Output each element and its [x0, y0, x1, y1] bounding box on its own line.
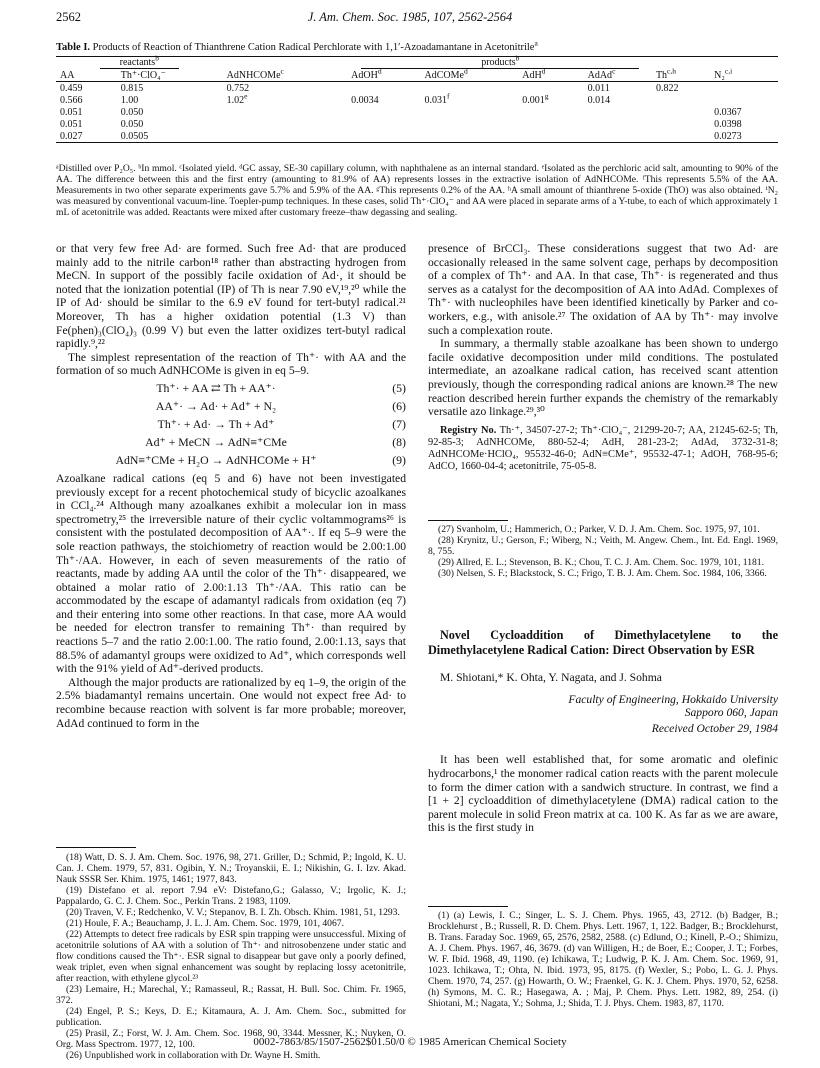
table-cell: 0.031$^f$ [424, 91, 450, 106]
table-cell: 0.050 [120, 106, 144, 118]
table-cell: 0.0273 [710, 130, 778, 143]
equation-text: AdN≡⁺CMe + H₂O → AdNHCOMe + H⁺ [115, 453, 317, 468]
column-header: Th$^{c,h}$ [652, 69, 710, 82]
table-cell: 0.815 [120, 82, 144, 94]
table-cell: 1.00 [120, 94, 139, 106]
table-cell [710, 82, 778, 95]
table-cell [347, 82, 420, 95]
table-footnotes: ᵃDistilled over P₂O₅. ᵇIn mmol. ᶜIsolated yield. ᵈGC assay, SE-30 capillary column, with naphthalene as an internal standard. ᵉIsolated as the perchloric acid salt, amounting to 90% of the AA. The difference between this and the first entry (amounting to 81.9% of AA) represents losses in the extractive isolation of AdNHCOMe. ᶠThis represents 5.5% of the AA. Measurements in two other separate experiments gave 5.7% and 5.9% of the AA. ᵍThis represents 0.2% of the AA. ʰA small amount of thianthrene 5-oxide (ThO) was also obtained. ⁱN₂ was measured by conventional vacuum-line. Toepler-pump techniques. In these cases, solid Th⁺·ClO₄⁻ and AA were placed in separate arms of a Y-tube, to each of which approximately 1 mL of acetonitrile was added. Reactants were mixed after customary freeze–thaw degassing and sealing. [56, 163, 778, 218]
table-cell: 0.014 [587, 94, 611, 106]
table-cell [584, 118, 652, 130]
registry-numbers [428, 425, 778, 473]
equation [56, 416, 406, 434]
right-references [428, 524, 778, 579]
table-row [56, 130, 778, 143]
table-cell [584, 130, 652, 143]
footnote-rule [56, 847, 136, 848]
table-cell: 0.051 [60, 118, 83, 130]
table-cell: 0.459 [60, 82, 83, 94]
table-cell [421, 82, 519, 95]
table-cell: 0.752 [226, 82, 250, 94]
table-cell [710, 94, 778, 106]
equation-number: (6) [392, 399, 406, 414]
reference-entry: (19) Distefano et al. report 7.94 eV: Distefano,G.; Galasso, V.; Irgolic, K. J.; Pappalardo, G. C. J. Chem. Soc., Perkin Trans. 2 1983, 1109. [56, 885, 406, 907]
table-cell [223, 130, 348, 143]
equation-text: AA⁺· → Ad· + Ad⁺ + N₂ [155, 399, 277, 414]
equation [56, 380, 406, 398]
reference-entry: (1) (a) Lewis, I. C.; Singer, L. S. J. Chem. Phys. 1965, 43, 2712. (b) Badger, B.; Brocklehurst , B.; Russell, R. D. Chem. Phys. Lett. 1967, 1, 122. Badger, B.; Brocklehurst, B. Trans. Faraday Soc. 1969, 65, 2576, 2582, 2588. (c) Edlund, O.; Kinell, P.-O.; Shimizu, A. J. Chem. Phys. 1967, 46, 3679. (d) van Willigen, H.; de Boer, E.; Cooper, J. T.; Forbes, W. F. Ibid. 1968, 49, 1190. (e) Ichikawa, T.; Ludwig, P. K. J. Am. Chem. Soc. 1969, 91, 1023. Ichikawa, T.; Ohta, N. Ibid. 1973, 95, 8175. (f) Wexler, S.; Pobo, L. G. J. Phys. Chem. 1970, 74, 257. (g) Howarth, O. W.; Fraenkel, G. K. J. Chem. Phys. 1970, 52, 6258. (h) Symons, M. C. R.; Hasegawa, A. ; Maj, P. Chem. Phys. Lett. 1982, 89, 254. (i) Shiotani, M.; Nagata, Y.; Sohma, J.; Shida, T. J. Phys. Chem. 1983, 87, 1170. [428, 910, 778, 1009]
table-row [56, 82, 778, 95]
table-cell: 0.050 [120, 118, 144, 130]
column-header: Th⁺·ClO₄⁻ [117, 69, 223, 82]
table-cell: 0.0367 [714, 106, 742, 118]
table-cell: 0.0505 [117, 130, 223, 143]
journal-citation: J. Am. Chem. Soc. 1985, 107, 2562-2564 [307, 10, 513, 24]
table-cell: 0.0034 [351, 94, 379, 106]
equation-number: (8) [392, 435, 406, 450]
article-authors: M. Shiotani,* K. Ohta, Y. Nagata, and J. Sohma [440, 671, 662, 684]
column-header: N₂$^{c,i}$ [710, 69, 778, 82]
running-header [56, 10, 764, 28]
table-row [56, 94, 778, 106]
article-title: Novel Cycloaddition of Dimethylacetylene to the Dimethylacetylene Radical Cation: Direct Observation by ESR [428, 628, 778, 657]
table-cell: 0.051 [60, 106, 83, 118]
table-cell: 0.027 [56, 130, 117, 143]
paragraph: Azoalkane radical cations (eq 5 and 6) have not been investigated previously except for a recent photochemical study of bicyclic azoalkanes in CCl₄.²⁴ Although many azoalkanes exhibit a molecular ion in mass spectrometry,²⁵ the irreversible nature of their cyclic voltammograms²⁶ is consistent with the postulated decomposition of AA⁺·. If eq 5–9 were the sole reaction pathways, the stoichiometry of reaction would be 2.00:1.00 Th⁺·/AA. However, in each of seven measurements of the ratio of reactants, made by adding AA until the color of the Th⁺· disappeared, we obtained a molar ratio of 2.00:1.13 Th⁺·/AA. This ratio can be accommodated by the escape of adamantyl radicals from oxidation (eq 7) and their entering into some other reactions. In that case, more AA would be needed for electron transfer to remaining Th⁺· than required by reactions 5–7 and the ratio 2.00:1.00. The ratio found, 2.00:1.13, says that 88.5% of adamantyl groups were oxidized to Ad⁺, which corresponds well with the 91% yield of Ad⁺-derived products. [56, 471, 406, 676]
equation [56, 452, 406, 470]
affiliation-line: Sapporo 060, Japan [684, 706, 778, 720]
reference-entry: (24) Engel, P. S.; Keys, D. E.; Kitamaura, A. J. Am. Chem. Soc., submitted for publication. [56, 1006, 406, 1028]
received-date: Received October 29, 1984 [651, 721, 778, 735]
reference-entry: (21) Houle, F. A.; Beauchamp, J. L. J. Am. Chem. Soc. 1979, 101, 4067. [66, 918, 344, 929]
reference-entry: (25) Prasil, Z.; Forst, W. J. Am. Chem. Soc. 1968, 90, 3344. Messner, K.; Nuyken, O. Org. Mass Spectrom. 1977, 12, 100. [56, 1028, 406, 1050]
column-header: AdCOMe$^d$ [421, 69, 519, 82]
paragraph: In summary, a thermally stable azoalkane has been shown to undergo facile oxidative decomposition under mild conditions. The postulated intermediate, an azoalkane radical cation, has received scant attention previously, though the corresponding radical anions are known.²⁸ The new reaction described herein further expands the chemistry of the remarkably versatile azo linkage.²⁹,³⁰ [428, 337, 778, 419]
table-caption: Table I. Products of Reaction of Thianthrene Cation Radical Perchlorate with 1,1′-Azoadamantane in Acetonitrile$^a$ [56, 38, 538, 53]
table-cell [652, 118, 710, 130]
table-cell [347, 118, 420, 130]
products-table [56, 53, 778, 143]
table-cell [421, 106, 519, 118]
new-article [428, 628, 778, 835]
reference-entry: (27) Svanholm, U.; Hammerich, O.; Parker, V. D. J. Am. Chem. Soc. 1975, 97, 101. [438, 524, 760, 535]
table-cell [223, 118, 348, 130]
left-references [56, 852, 406, 1061]
table-cell [518, 118, 583, 130]
group-reactants: reactants$^b$ [100, 57, 179, 69]
footnote-rule [428, 906, 508, 907]
reference-entry: (28) Krynitz, U.; Gerson, F.; Wiberg, N.; Veith, M. Angew. Chem., Int. Ed. Engl. 1969, 8, 755. [428, 535, 778, 557]
paragraph: or that very few free Ad· are formed. Such free Ad· that are produced mainly add to the nitrile carbon¹⁸ rather than abstracting hydrogen from MeCN. In support of the possibly facile oxidation of Ad·, it should be noted that the ionization potential (IP) of Th is near 7.90 eV,¹⁹,²⁰ while the IP of Ad· should be similar to the 6.9 eV found for tert-butyl radical.²¹ Moreover, Th has a higher oxidation potential (1.3 V) than Fe(phen)₃(ClO₄)₃ (0.99 V) but even the latter oxidizes tert-butyl radical rapidly.⁹,²² [56, 242, 406, 351]
reference-entry: (23) Lemaire, H.; Marechal, Y.; Ramasseul, R.; Rassat, H. Bull. Soc. Chim. Fr. 1965, 372. [56, 984, 406, 1006]
reference-entry: (20) Traven, V. F.; Redchenko, V. V.; Stepanov, B. I. Zh. Obsch. Khim. 1981, 51, 1293. [66, 907, 400, 918]
table-cell [421, 118, 519, 130]
page-number: 2562 [56, 10, 81, 24]
paragraph: It has been well established that, for some aromatic and olefinic hydrocarbons,¹ the monomer radical cation reacts with the parent molecule to form the dimer cation with a sandwich structure. In contrast, we find a [1 + 2] cycloaddition of dimethylacetylene (DMA) radical cation to the parent molecule in solid Freon matrix at ca. 100 K. As far as we are aware, this is the first study in [428, 753, 778, 835]
reference-entry: (29) Allred, E. L.; Stevenson, B. K.; Chou, T. C. J. Am. Chem. Soc. 1979, 101, 1181. [438, 557, 765, 568]
table-cell [347, 130, 420, 143]
column-header: AA [56, 69, 117, 82]
page-footer: 0002-7863/85/1507-2562$01.50/0 © 1985 American Chemical Society [253, 1036, 567, 1048]
reference-entry: (18) Watt, D. S. J. Am. Chem. Soc. 1976, 98, 271. Griller, D.; Schmid, P.; Ingold, K. U. Can. J. Chem. 1979, 57, 831. Ogibin, Y. N.; Troyanskii, E. I.; Nikishin, G. I. Izv. Akad. Nauk SSSR Ser. Khim. 1975, 1461; 1977, 843. [56, 852, 406, 885]
table-cell: 0.011 [587, 82, 610, 94]
column-header: AdOH$^d$ [347, 69, 420, 82]
table-cell: 0.001$^g$ [522, 91, 549, 106]
table-cell [421, 130, 519, 143]
table-cell [518, 82, 583, 95]
paragraph: The simplest representation of the reaction of Th⁺· with AA and the formation of so much AdNHCOMe is given in eq 5–9. [56, 350, 406, 378]
equation [56, 434, 406, 452]
table-cell [652, 94, 710, 106]
table-cell: 1.02e [226, 91, 248, 106]
table-cell [652, 106, 710, 118]
table-body [56, 82, 778, 143]
reference-entry: (30) Nelsen, S. F.; Blackstock, S. C.; Frigo, T. B. J. Am. Chem. Soc. 1984, 106, 3366. [438, 568, 767, 579]
table-cell [652, 130, 710, 143]
reference-entry: (22) Attempts to detect free radicals by ESR spin trapping were unsuccessful. Mixing of acetonitrile solutions of AA with a solution of Th⁺· and nitrosobenzene under static and flow conditions caused the Th⁺·. ESR signal to disappear but gave only a poorly defined, weak triplet, even when signal enhancement was sought by replacing lossy acetonitrile, after reaction, with ethylene glycol.²³ [56, 929, 406, 984]
table-row [56, 106, 778, 118]
group-products: products$^b$ [361, 57, 639, 69]
column-header: AdAd$^c$ [584, 69, 652, 82]
column-header: AdNHCOMe$^c$ [223, 69, 348, 82]
table-title: Products of Reaction of Thianthrene Cation Radical Perchlorate with 1,1′-Azoadamantane in Acetonitrile [92, 42, 535, 53]
article-reference [428, 910, 778, 1009]
right-column [428, 242, 778, 473]
table-cell: 0.0398 [714, 118, 742, 130]
column-header: AdH$^d$ [518, 69, 583, 82]
table-cell: 0.566 [60, 94, 83, 106]
equation-number: (7) [392, 417, 406, 432]
paragraph: Although the major products are rationalized by eq 1–9, the origin of the 2.5% biadamantyl remains uncertain. One would not expect free Ad· to recombine because reaction with solvent is far more probable; moreover, AdAd continued to form in the [56, 675, 406, 730]
left-column [56, 242, 406, 730]
table-cell [223, 106, 348, 118]
equation-text: Th⁺· + AA ⇄ Th + AA⁺· [156, 381, 276, 396]
equation-text: Ad⁺ + MeCN → AdN≡⁺CMe [145, 435, 287, 450]
table-label: Table I. [56, 42, 91, 53]
equation-text: Th⁺· + Ad· → Th + Ad⁺ [157, 417, 275, 432]
table-cell [347, 106, 420, 118]
footnote-rule [428, 520, 508, 521]
registry-text: Th·⁺, 34507-27-2; Th⁺·ClO₄⁻, 21299-20-7; AA, 21245-62-5; Th, 92-85-3; AdNHCOMe, 880-52-4; AdH, 281-23-2; AdAd, 3732-31-8; AdNHCOMe·HClO₄, 95532-46-0; AdN≡CMe⁺, 95532-47-1; AdOH, 768-95-6; AdCO, 1660-04-4; acetonitrile, 75-05-8. [428, 424, 778, 472]
equation-number: (5) [392, 381, 406, 396]
table-cell [584, 106, 652, 118]
affiliation-line: Faculty of Engineering, Hokkaido University [568, 692, 778, 706]
table-cell [518, 130, 583, 143]
equation-number: (9) [392, 453, 406, 468]
table-cell: 0.822 [655, 82, 679, 94]
equation-block [56, 380, 406, 470]
equation [56, 398, 406, 416]
reference-entry: (26) Unpublished work in collaboration with Dr. Wayne H. Smith. [66, 1050, 321, 1061]
table-column-header [56, 69, 778, 82]
table-row [56, 118, 778, 130]
table-cell [518, 106, 583, 118]
registry-label: Registry No. [440, 424, 497, 436]
paragraph: presence of BrCCl₃. These considerations suggest that two Ad· are occasionally released in the same solvent cage, perhaps by decomposition of a complex of Th⁺· and AA. In that case, Th⁺· is regenerated and thus serves as a catalyst for the decomposition of AA into AdAd. Complexes of Th⁺· with nucleophiles have been identified kinetically by Parker and co-workers, e.g., with anisole.²⁷ The oxidation of AA by Th⁺· may involve such a complexation route. [428, 242, 778, 337]
